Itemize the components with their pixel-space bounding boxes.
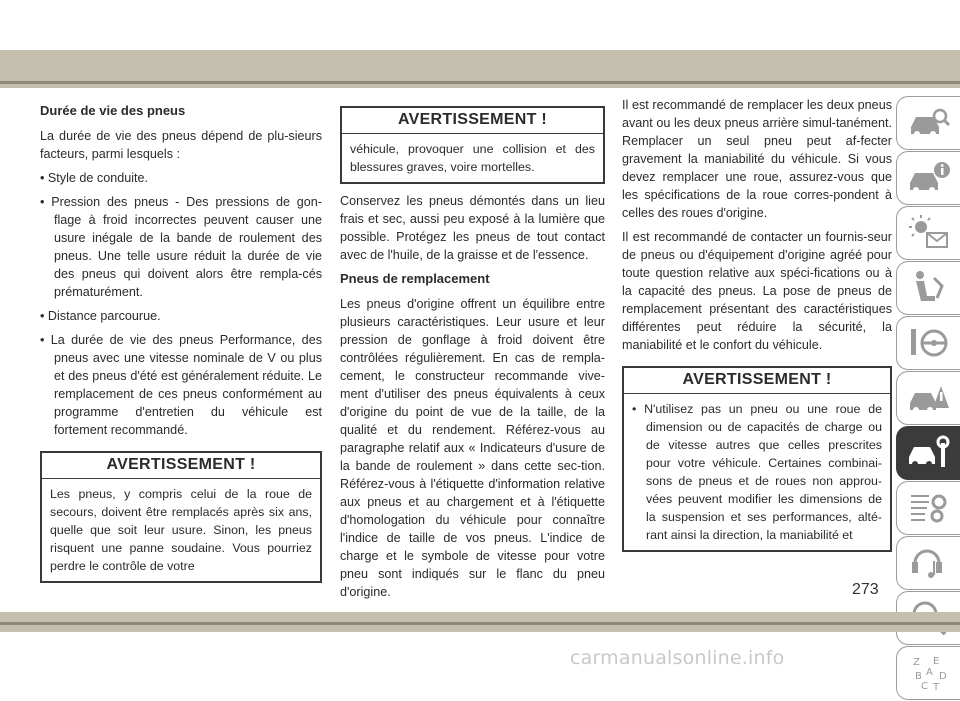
tab-emergency[interactable] <box>896 371 960 425</box>
tab-car-info[interactable] <box>896 151 960 205</box>
warning-box-continued <box>340 106 605 184</box>
page-top-margin <box>0 0 960 50</box>
svg-text:A: A <box>925 667 933 678</box>
footer-band-line <box>0 622 960 625</box>
tab-index[interactable] <box>896 646 960 700</box>
warning-light-message-icon <box>907 213 951 253</box>
specifications-gear-icon <box>907 488 951 528</box>
column-right <box>622 96 892 560</box>
warning-title: AVERTISSEMENT ! <box>342 108 603 134</box>
column-middle <box>340 96 605 607</box>
replacement-paragraph: Les pneus d'origine offrent un équilibre entre plusieurs caractéristiques. Leur usure et leur pression de gonflage à froid doivent être contrôlées régulièrement. En cas de rempla-cement, le constructeur recommande vive-ment d'utiliser des pneus équivalents à ceux d'origine du point de vue de la taille, de la qualité et du rendement. Référez-vous au paragraphe relatif aux « Indicateurs d'usure de la bande de roulement » dans cette sec-tion. Référez-vous à l'étiquette d'information relative aux pneus et au chargement et à l'étiquette d'homologation du véhicule pour connaître l'indice de taille de vos pneus. L'indice de charge et le symbole de vitesse pour votre pneu sont indiqués sur le flanc du pneu d'origine. <box>340 297 605 599</box>
header-band-line <box>0 81 960 84</box>
warning-title: AVERTISSEMENT ! <box>624 368 890 394</box>
warning-title: AVERTISSEMENT ! <box>42 453 320 479</box>
car-wrench-icon <box>907 433 951 473</box>
bullet-driving-style: • Style de conduite. <box>40 171 149 185</box>
car-search-icon <box>907 103 951 143</box>
warning-text: • N'utilisez pas un pneu ou une roue de dimension ou de capacités de charge ou de vitesse autres que celles prescrites pour votre véhicule. Certaines combinai-sons de pneus et de roues non approu-vées peuvent modifier les dimensions de la suspension et ses performances, alté-rant ainsi la direction, la maniabilité et <box>632 402 882 542</box>
warning-box-six-years <box>40 451 322 583</box>
car-emergency-icon <box>907 378 951 418</box>
svg-text:E: E <box>932 656 939 667</box>
svg-text:D: D <box>938 671 947 682</box>
warning-box-tire-size <box>622 366 892 552</box>
seat-safety-icon <box>907 268 951 308</box>
contact-supplier-paragraph: Il est recommandé de contacter un fournis-seur de pneus ou d'équipement d'origine agréé pour toute question relative aux spéci-fications ou à la capacité des pneus. La pose de pneus de remplacement présentant des caractéristiques différentes peut réduire la sécurité, la maniabilité et le confort du véhicule. <box>622 230 892 352</box>
svg-text:Z: Z <box>912 657 920 668</box>
chapter-tabs <box>896 96 960 701</box>
tab-multimedia[interactable] <box>896 536 960 590</box>
tab-specifications[interactable] <box>896 481 960 535</box>
svg-text:C: C <box>920 681 928 692</box>
tab-car-search[interactable] <box>896 96 960 150</box>
tab-safety[interactable] <box>896 261 960 315</box>
tab-driving[interactable] <box>896 316 960 370</box>
multimedia-icon <box>907 543 951 583</box>
bullet-tire-pressure: • Pression des pneus - Des pressions de gon-flage à froid incorrectes peuvent causer une usure inégale de la bande de roulement des pneus. Une telle usure réduit la durée de vie des pneus qui doivent alors être rempla-cés prématurément. <box>40 195 322 299</box>
column-left <box>40 96 322 591</box>
page-number: 273 <box>852 581 879 598</box>
index-letters-icon <box>907 653 951 693</box>
warning-text: véhicule, provoquer une collision et des blessures graves, voire mortelles. <box>350 142 595 174</box>
car-info-icon <box>907 158 951 198</box>
svg-text:T: T <box>932 682 939 693</box>
bullet-performance-tires: • La durée de vie des pneus Performance, des pneus avec une vitesse nominale de V ou plus et des pneus d'été est généralement réduite. Le remplacement de ces pneus conformément au programme d'entretien du véhicule est fortement recommandé. <box>40 333 322 437</box>
watermark: carmanualsonline.info <box>570 647 785 669</box>
warning-text: Les pneus, y compris celui de la roue de secours, doivent être remplacés après six ans, quelle que soit leur usure. Sinon, les pneus risquent une panne soudaine. Vous pourriez perdre le contrôle de votre <box>50 487 312 573</box>
tab-servicing[interactable] <box>896 426 960 480</box>
section-heading-replacement-tires: Pneus de remplacement <box>340 271 490 286</box>
tab-warning-lights[interactable] <box>896 206 960 260</box>
intro-paragraph: La durée de vie des pneus dépend de plu-sieurs facteurs, parmi lesquels : <box>40 129 322 161</box>
bullet-distance: • Distance parcourue. <box>40 309 161 323</box>
replace-pairs-paragraph: Il est recommandé de remplacer les deux pneus avant ou les deux pneus arrière simul-tanément. Remplacer un seul pneu peut af-fecter gravement la maniabilité du véhicule. Si vous devez remplacer une roue, assurez-vous que les spécifications de la roue corres-pondent à celles des roues d'origine. <box>622 98 892 220</box>
section-heading-tire-life: Durée de vie des pneus <box>40 103 186 118</box>
storage-paragraph: Conservez les pneus démontés dans un lieu frais et sec, aussi peu exposé à la lumière que possible. Protégez les pneus de tout contact avec de l'huile, de la graisse et de l'essence. <box>340 194 605 262</box>
steering-wheel-icon <box>907 323 951 363</box>
svg-text:B: B <box>914 671 922 682</box>
